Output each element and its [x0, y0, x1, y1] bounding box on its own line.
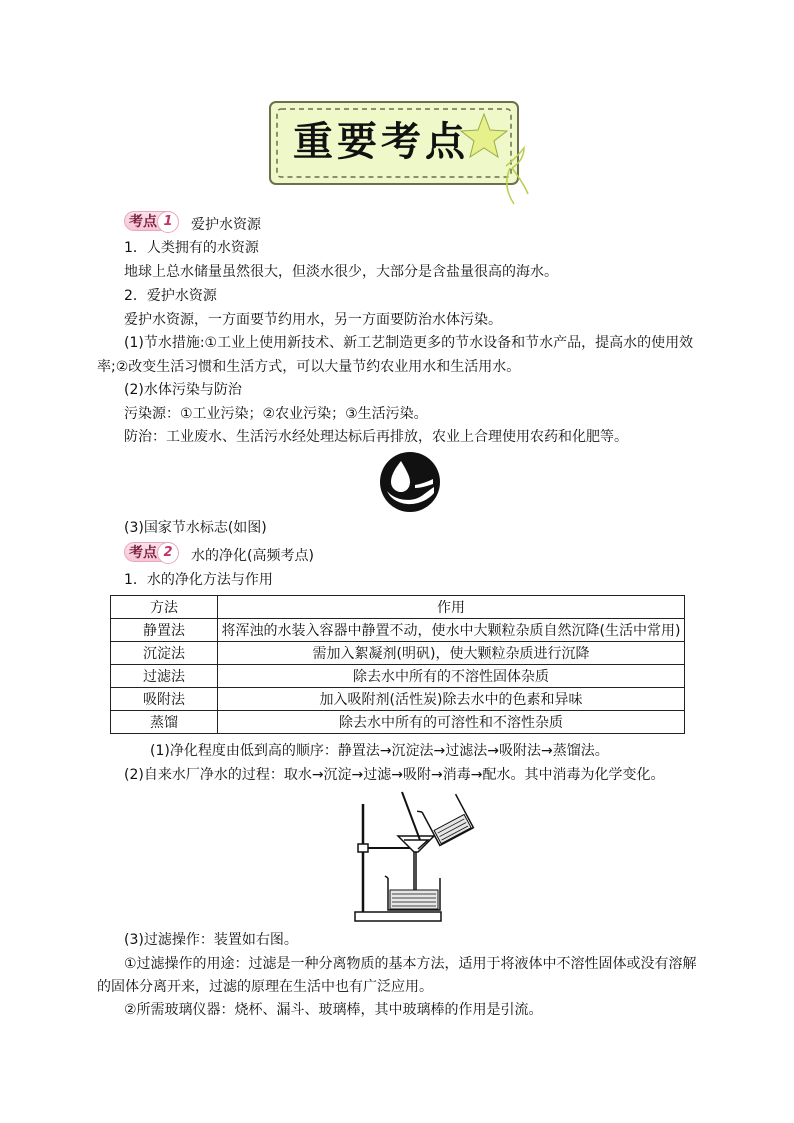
- banner: [262, 96, 534, 208]
- topic1-title: 爱护水资源: [191, 217, 261, 233]
- table-row: [111, 665, 685, 688]
- topic1-line: 防治：工业废水、生活污水经处理达标后再排放，农业上合理使用农药和化肥等。: [124, 429, 628, 445]
- table-cell-effect: 除去水中所有的可溶性和不溶性杂质: [218, 711, 685, 734]
- topic1-line: 爱护水资源，一方面要节约用水，另一方面要防治水体污染。: [124, 312, 502, 328]
- water-drop-hand-icon: [379, 451, 441, 513]
- topic1-line: 2．爱护水资源: [124, 288, 217, 304]
- topic1-badge-number: 1: [157, 211, 179, 233]
- table-header-row: [111, 596, 685, 619]
- topic1-line: 率;②改变生活习惯和生活方式，可以大量节约农业用水和生活用水。: [97, 359, 521, 375]
- topic1-line: 地球上总水储量虽然很大，但淡水很少，大部分是含盐量很高的海水。: [124, 264, 558, 280]
- table-cell-effect: 将浑浊的水装入容器中静置不动，使水中大颗粒杂质自然沉降(生活中常用): [218, 619, 685, 642]
- topic1-line: 污染源：①工业污染；②农业污染；③生活污染。: [124, 406, 428, 422]
- topic2-badge-label: 考点: [129, 545, 157, 561]
- table-cell-method: 蒸馏: [111, 711, 218, 734]
- order-line: (1)净化程度由低到高的顺序：静置法→沉淀法→过滤法→吸附法→蒸馏法。: [150, 743, 609, 759]
- topic2-badge: [124, 542, 178, 562]
- logo-caption: (3)国家节水标志(如图): [124, 520, 267, 536]
- topic1-line: (1)节水措施:①工业上使用新技术、新工艺制造更多的节水设备和节水产品，提高水的使用效: [124, 335, 694, 351]
- filter-line: (3)过滤操作：装置如右图。: [124, 932, 298, 948]
- purification-methods-table: [110, 595, 685, 734]
- topic1-badge-label: 考点: [129, 214, 157, 230]
- table-cell-method: 过滤法: [111, 665, 218, 688]
- table-cell-effect: 需加入絮凝剂(明矾)，使大颗粒杂质进行沉降: [218, 642, 685, 665]
- filter-line: ②所需玻璃仪器：烧杯、漏斗、玻璃棒，其中玻璃棒的作用是引流。: [124, 1002, 543, 1018]
- table-cell-method: 吸附法: [111, 688, 218, 711]
- table-header-cell: 作用: [218, 596, 685, 619]
- filter-line: 的固体分离开来，过滤的原理在生活中也有广泛应用。: [97, 979, 433, 995]
- table-cell-effect: 加入吸附剂(活性炭)除去水中的色素和异味: [218, 688, 685, 711]
- table-row: [111, 711, 685, 734]
- topic2-title: 水的净化(高频考点): [191, 548, 314, 564]
- topic1-line: (2)水体污染与防治: [124, 382, 242, 398]
- filter-line: ①过滤操作的用途：过滤是一种分离物质的基本方法，适用于将液体中不溶性固体或没有溶解: [124, 956, 697, 972]
- filtration-apparatus-icon: [352, 786, 478, 926]
- topic1-line: 1．人类拥有的水资源: [124, 240, 259, 256]
- table-cell-method: 静置法: [111, 619, 218, 642]
- topic1-badge: [124, 211, 178, 231]
- topic2-badge-number: 2: [157, 542, 179, 564]
- table-cell-method: 沉淀法: [111, 642, 218, 665]
- table-cell-effect: 除去水中所有的不溶性固体杂质: [218, 665, 685, 688]
- table-row: [111, 642, 685, 665]
- table-row: [111, 619, 685, 642]
- banner-title: 重要考点: [293, 118, 469, 165]
- table-row: [111, 688, 685, 711]
- table-header-cell: 方法: [111, 596, 218, 619]
- topic2-subheading: 1．水的净化方法与作用: [124, 572, 273, 588]
- water-saving-logo: [379, 451, 441, 517]
- filtration-apparatus: [352, 786, 478, 930]
- waterworks-line: (2)自来水厂净水的过程：取水→沉淀→过滤→吸附→消毒→配水。其中消毒为化学变化。: [124, 767, 665, 783]
